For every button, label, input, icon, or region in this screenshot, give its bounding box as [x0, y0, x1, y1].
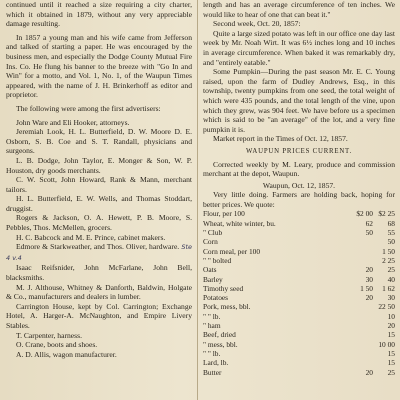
price-item-cell: " " lb. — [203, 348, 221, 358]
price-unit-cell — [321, 340, 351, 349]
price-low-cell: 62 — [365, 218, 373, 228]
advertiser-entry: T. Carpenter, harness. — [16, 330, 82, 340]
price-high-cell: 55 — [387, 228, 395, 238]
column-divider — [197, 0, 198, 400]
price-item-cell: Corn meal, per 100 — [203, 246, 261, 256]
price-unit-cell — [321, 312, 351, 321]
price-high-cell: 25 — [387, 265, 395, 275]
advertiser-entry: C. W. Scott, John Howard, Rank & Mann, merchant tailors. — [6, 175, 192, 194]
left-column — [6, 0, 192, 359]
paragraph-corrected-weekly: Corrected weekly by M. Leary, produce and commission merchant at the depot, Waupun. — [203, 159, 395, 179]
price-low-cell: 1 50 — [360, 283, 373, 293]
price-item-cell: Timothy seed — [203, 283, 244, 293]
handwritten-annotation: Ste 4 v.4 — [6, 243, 192, 262]
price-high-cell: 22 50 — [378, 302, 395, 312]
price-high-cell: 2 25 — [382, 255, 395, 265]
price-low-cell: $2 00 — [356, 209, 373, 219]
price-item-cell: Lard, lb. — [203, 358, 229, 368]
price-high-cell: 1 50 — [382, 246, 395, 256]
price-item-cell: " mess, bbl. — [203, 339, 238, 349]
price-high-cell: 10 00 — [378, 339, 395, 349]
price-row — [203, 293, 395, 302]
price-high-cell: 50 — [387, 237, 395, 247]
paragraph-potato: Quite a large sized potato was left in our office one day last week by Mr. Noah Wirt. It was 6½ inches long and 10 inches in average circumference. When baked it was remarkably dry, and "entirely eatable." — [203, 28, 395, 67]
advertiser-entry: L. B. Dodge, John Taylor, E. Monger & Son, W. P. Houston, dry goods merchants. — [6, 155, 192, 175]
advertiser-entry — [6, 242, 192, 263]
advertiser-entry: John Ware and Eli Hooker, attorneys. — [16, 117, 130, 127]
price-low-cell — [351, 321, 373, 330]
advertiser-entry-text: Edmore & Starkweather, and Thos. Oliver, hardware. — [16, 242, 180, 252]
advertisers-list — [6, 118, 192, 360]
paragraph-city-charter: continued until it reached a size requiring a city charter, which it obtained in 1879, without any very appreciable damage resulting. — [6, 0, 192, 29]
paragraph-pumpkin: Some Pumpkin—During the past season Mr. E. C. Young raised, upon the farm of Dudley Andrews, Esq., in this township, twenty pumpkins from one seed, the total weight of which were 435 pounds, and the total length of the vine, upon which they grew, was 904 feet. We have before us a specimen which is said to be "an average" of the lot, and a very fine pumpkin it is. — [203, 67, 395, 134]
price-low-cell — [351, 312, 373, 321]
price-low-cell — [351, 237, 373, 246]
section-title-prices: WAUPUN PRICES CURRENT. — [245, 147, 353, 155]
price-item-cell: Butter — [203, 367, 222, 377]
price-unit-cell — [321, 330, 351, 339]
price-row — [203, 330, 395, 339]
price-row — [203, 340, 395, 349]
paragraph-waupun-times: In 1857 a young man and his wife came from Jefferson and talked of starting a paper. He was encouraged by the business men, and especially the Dodge County Mutual Fire Ins. Co. He flung his banner to the breeze with "Go In and Win" for a motto, and Vol. 1, No. 1, of the Waupun Times appeared, with the name of J. H. Brinkerhoff as editor and proprietor. — [6, 32, 192, 100]
price-high-cell: 40 — [387, 274, 395, 284]
price-unit-cell — [321, 368, 351, 377]
price-high-cell: 10 — [387, 311, 395, 321]
price-row — [203, 368, 395, 377]
price-unit-cell — [321, 219, 351, 228]
price-item-cell: Barley — [203, 274, 223, 284]
price-unit-cell — [321, 265, 351, 274]
price-unit-cell — [321, 209, 351, 218]
price-unit-cell — [321, 228, 351, 237]
price-low-cell: 50 — [365, 228, 373, 238]
price-unit-cell — [321, 349, 351, 358]
price-row — [203, 349, 395, 358]
price-high-cell: 15 — [387, 358, 395, 368]
price-low-cell: 20 — [365, 293, 373, 303]
advertiser-entry: H. L. Butterfield, E. W. Wells, and Thomas Stoddart, druggist. — [6, 194, 192, 213]
advertiser-entry: Rogers & Jackson, O. A. Hewett, P. B. Moore, S. Pebbles, Thos. McMellen, grocers. — [6, 213, 192, 233]
price-row — [203, 265, 395, 274]
price-high-cell: 25 — [387, 367, 395, 377]
price-low-cell — [351, 349, 373, 358]
price-item-cell: " ham — [203, 321, 221, 331]
price-unit-cell — [321, 293, 351, 302]
paragraph-advertisers-intro: The following were among the first advertisers: — [16, 103, 161, 113]
price-low-cell: 20 — [365, 265, 373, 275]
price-item-cell: " Club — [203, 228, 223, 238]
advertiser-entry: O. Crane, boots and shoes. — [16, 340, 98, 350]
price-unit-cell — [321, 358, 351, 367]
price-row — [203, 312, 395, 321]
price-high-cell: 68 — [387, 218, 395, 228]
price-item-cell: " " bolted — [203, 255, 232, 265]
paragraph-second-week: Second week, Oct. 20, 1857: — [213, 19, 301, 29]
advertiser-entry: H. C. Babcock and M. E. Prince, cabinet makers. — [16, 232, 166, 242]
price-row — [203, 247, 395, 256]
price-high-cell: 15 — [387, 348, 395, 358]
price-high-cell: 20 — [387, 321, 395, 331]
price-unit-cell — [321, 247, 351, 256]
price-item-cell: Corn — [203, 237, 218, 247]
price-unit-cell — [321, 275, 351, 284]
price-low-cell: 20 — [365, 367, 373, 377]
price-low-cell: 30 — [365, 274, 373, 284]
price-item-cell: Potatoes — [203, 293, 229, 303]
price-unit-cell — [321, 321, 351, 330]
price-low-cell — [351, 247, 373, 256]
price-item-cell: " " lb. — [203, 311, 221, 321]
price-row — [203, 256, 395, 265]
price-low-cell — [351, 256, 373, 265]
price-high-cell: 1 62 — [382, 283, 395, 293]
advertiser-entry: M. J. Althouse, Whitney & Danforth, Baldwin, Holgate & Co., manufacturers and dealers in lumber. — [6, 282, 192, 302]
right-column — [203, 0, 395, 377]
advertiser-entry: Carrington House, kept by Col. Carrington; Exchange Hotel, A. Harger-A. McNaughton, and Empire Livery Stables. — [6, 301, 192, 330]
price-high-cell: $2 25 — [378, 209, 395, 219]
price-row — [203, 275, 395, 284]
prices-table — [203, 209, 395, 376]
price-row — [203, 302, 395, 311]
price-unit-cell — [321, 284, 351, 293]
price-unit-cell — [321, 256, 351, 265]
price-low-cell — [351, 302, 373, 311]
price-low-cell — [351, 358, 373, 367]
price-low-cell — [351, 330, 373, 339]
price-row — [203, 321, 395, 330]
price-item-cell: Flour, per 100 — [203, 209, 245, 219]
price-item-cell: Beef, dried — [203, 330, 236, 340]
paragraph-market-note: Very little doing. Farmers are holding back, hoping for better prices. We quote: — [203, 190, 395, 209]
date-line: Waupun, Oct. 12, 1857. — [262, 180, 336, 190]
price-high-cell: 15 — [387, 330, 395, 340]
paragraph-market-report: Market report in the Times of Oct. 12, 1857. — [213, 134, 348, 144]
price-row — [203, 219, 395, 228]
price-row — [203, 228, 395, 237]
price-unit-cell — [321, 302, 351, 311]
advertiser-entry: Jeremiah Look, H. L. Butterfield, D. W. Moore D. E. Osborn, S. B. Coe and S. T. Randall, physicians and surgeons. — [6, 127, 192, 156]
advertiser-entry: Isaac Reifsnider, John McFarlane, John Bell, blacksmiths. — [6, 263, 192, 283]
paragraph-potato-length: length and has an average circumference of ten inches. We would like to hear of one that can beat it." — [203, 0, 395, 19]
price-low-cell — [351, 340, 373, 349]
price-row — [203, 284, 395, 293]
price-unit-cell — [321, 237, 351, 246]
advertiser-entry: A. D. Allis, wagon manufacturer. — [16, 349, 117, 359]
price-row — [203, 209, 395, 218]
price-row — [203, 237, 395, 246]
price-item-cell: Pork, mess, bbl. — [203, 302, 251, 312]
price-item-cell: Oats — [203, 265, 217, 275]
price-item-cell: Wheat, white winter, bu. — [203, 218, 276, 228]
price-high-cell: 30 — [387, 293, 395, 303]
price-row — [203, 358, 395, 367]
